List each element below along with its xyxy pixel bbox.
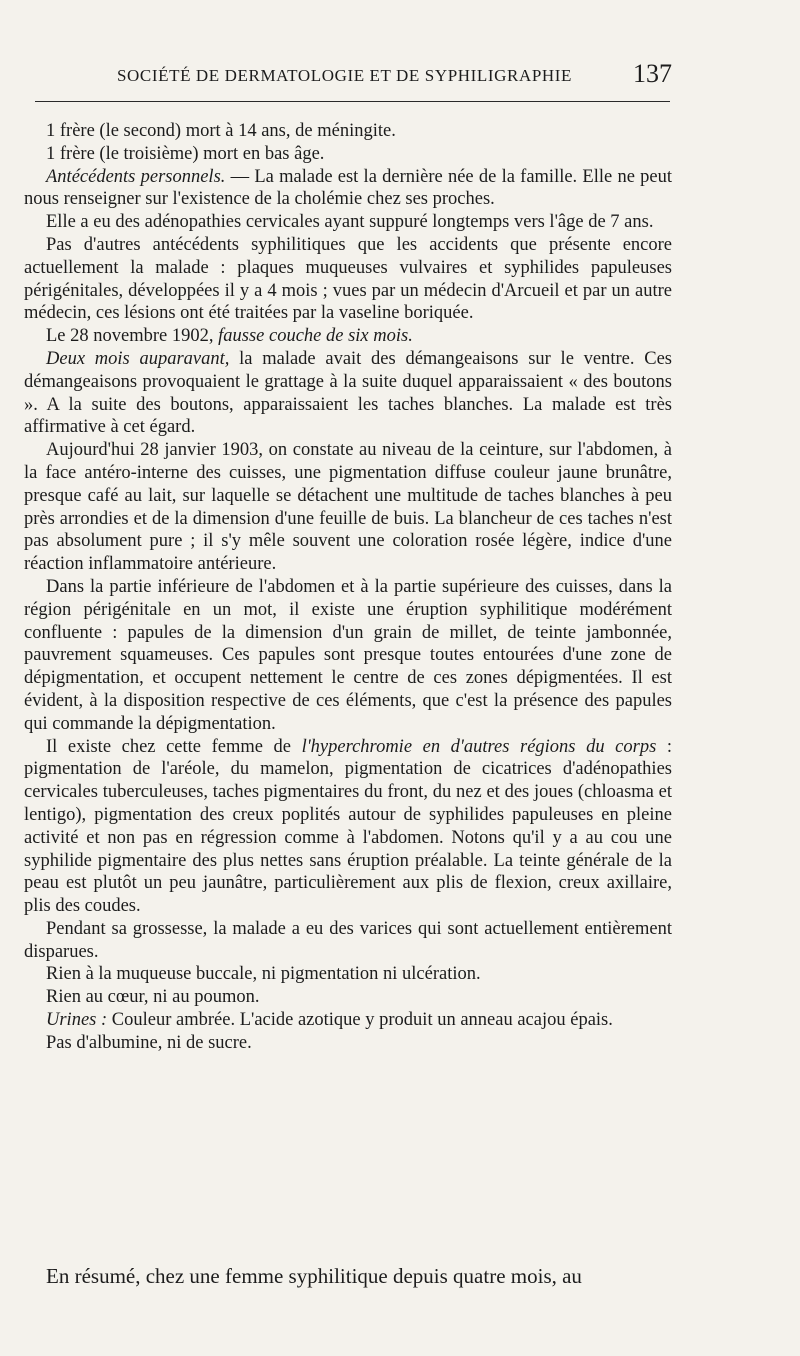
paragraph: 1 frère (le second) mort à 14 ans, de méningite. [46, 121, 396, 141]
italic-phrase: l'hyperchromie en d'autres régions du corps [301, 736, 657, 757]
page-number: 137 [633, 59, 672, 88]
summary-line: En résumé, chez une femme syphilitique depuis quatre mois, au [46, 1264, 582, 1288]
page-header [22, 58, 678, 92]
header-rule [35, 101, 670, 102]
paragraph: Dans la partie inférieure de l'abdomen et à la partie supérieure des cuisses, dans la région périgénitale en un mot, il existe une éruption syphilitique modérément confluente : papules de la dimension d'un grain de millet, de teinte jambonnée, pauvrement squameuses. Ces papules sont presque toutes entourées d'une zone de dépigmentation, et occupent nettement le centre de ces zones dépigmentées. Il est évident, à la disposition respective de ces éléments, que c'est la présence des papules qui commande la dépigmentation. [24, 576, 672, 734]
paragraph: Rien à la muqueuse buccale, ni pigmentation ni ulcération. [46, 964, 481, 985]
italic-phrase: fausse couche de six mois. [218, 326, 413, 347]
italic-lead: Antécédents personnels. [46, 166, 226, 187]
paragraph: Le 28 novembre 1902, fausse couche de six mois. [46, 326, 413, 347]
italic-lead: Deux mois auparavant, [46, 348, 230, 369]
paragraph: Aujourd'hui 28 janvier 1903, on constate au niveau de la ceinture, sur l'abdomen, à la face antéro-interne des cuisses, une pigmentation diffuse couleur jaune brunâtre, presque café au lait, sur laquelle se détachent une multitude de taches blanches à peu près arrondies et de la dimension d'une feuille de buis. La blancheur de ces taches n'est pas absolument pure ; il s'y mêle souvent une coloration rosée légère, indice d'une réaction inflammatoire antérieure. [24, 440, 672, 575]
paragraph: Elle a eu des adénopathies cervicales ayant suppuré longtemps vers l'âge de 7 ans. [46, 212, 654, 233]
paragraph: Pendant sa grossesse, la malade a eu des varices qui sont actuellement entièrement disparues. [24, 918, 672, 962]
paragraph: Deux mois auparavant, la malade avait des démangeaisons sur le ventre. Ces démangeaisons provoquaient le grattage à la suite duquel apparaissaient « des boutons ». A la suite des boutons, apparaissaient les taches blanches. La malade est très affirmative à cet égard. [24, 348, 672, 438]
paragraph: Pas d'autres antécédents syphilitiques que les accidents que présente encore actuellement la malade : plaques muqueuses vulvaires et syphilides papuleuses périgénitales, développées il y a 4 mois ; vues par un médecin d'Arcueil et par un autre médecin, ces lésions ont été traitées par la vaseline boriquée. [24, 234, 672, 324]
italic-lead: Urines : [46, 1010, 108, 1031]
paragraph: Urines : Couleur ambrée. L'acide azotique y produit un anneau acajou épais. [46, 1010, 613, 1031]
body-text [24, 120, 672, 1055]
running-title: SOCIÉTÉ DE DERMATOLOGIE ET DE SYPHILIGRAPHIE [117, 66, 573, 85]
paragraph: 1 frère (le troisième) mort en bas âge. [46, 143, 325, 164]
paragraph: Pas d'albumine, ni de sucre. [46, 1032, 252, 1053]
paragraph: Rien au cœur, ni au poumon. [46, 987, 260, 1008]
paragraph: Il existe chez cette femme de l'hyperchromie en d'autres régions du corps : pigmentation de l'aréole, du mamelon, pigmentation de cicatrices d'adénopathies cervicales tuberculeuses, taches pigmentaires du front, du nez et des joues (chloasma et lentigo), pigmentation des creux poplités autour de syphilides papuleuses en pleine activité et non pas en régression comme à l'abdomen. Notons qu'il y a au cou une syphilide pigmentaire des plus nettes sans éruption préalable. La teinte générale de la peau est plutôt un peu jaunâtre, particulièrement aux plis de flexion, creux axillaire, plis des coudes. [24, 736, 673, 917]
paragraph: Antécédents personnels. — La malade est la dernière née de la famille. Elle ne peut nous renseigner sur l'existence de la cholémie chez ses proches. [24, 166, 672, 210]
